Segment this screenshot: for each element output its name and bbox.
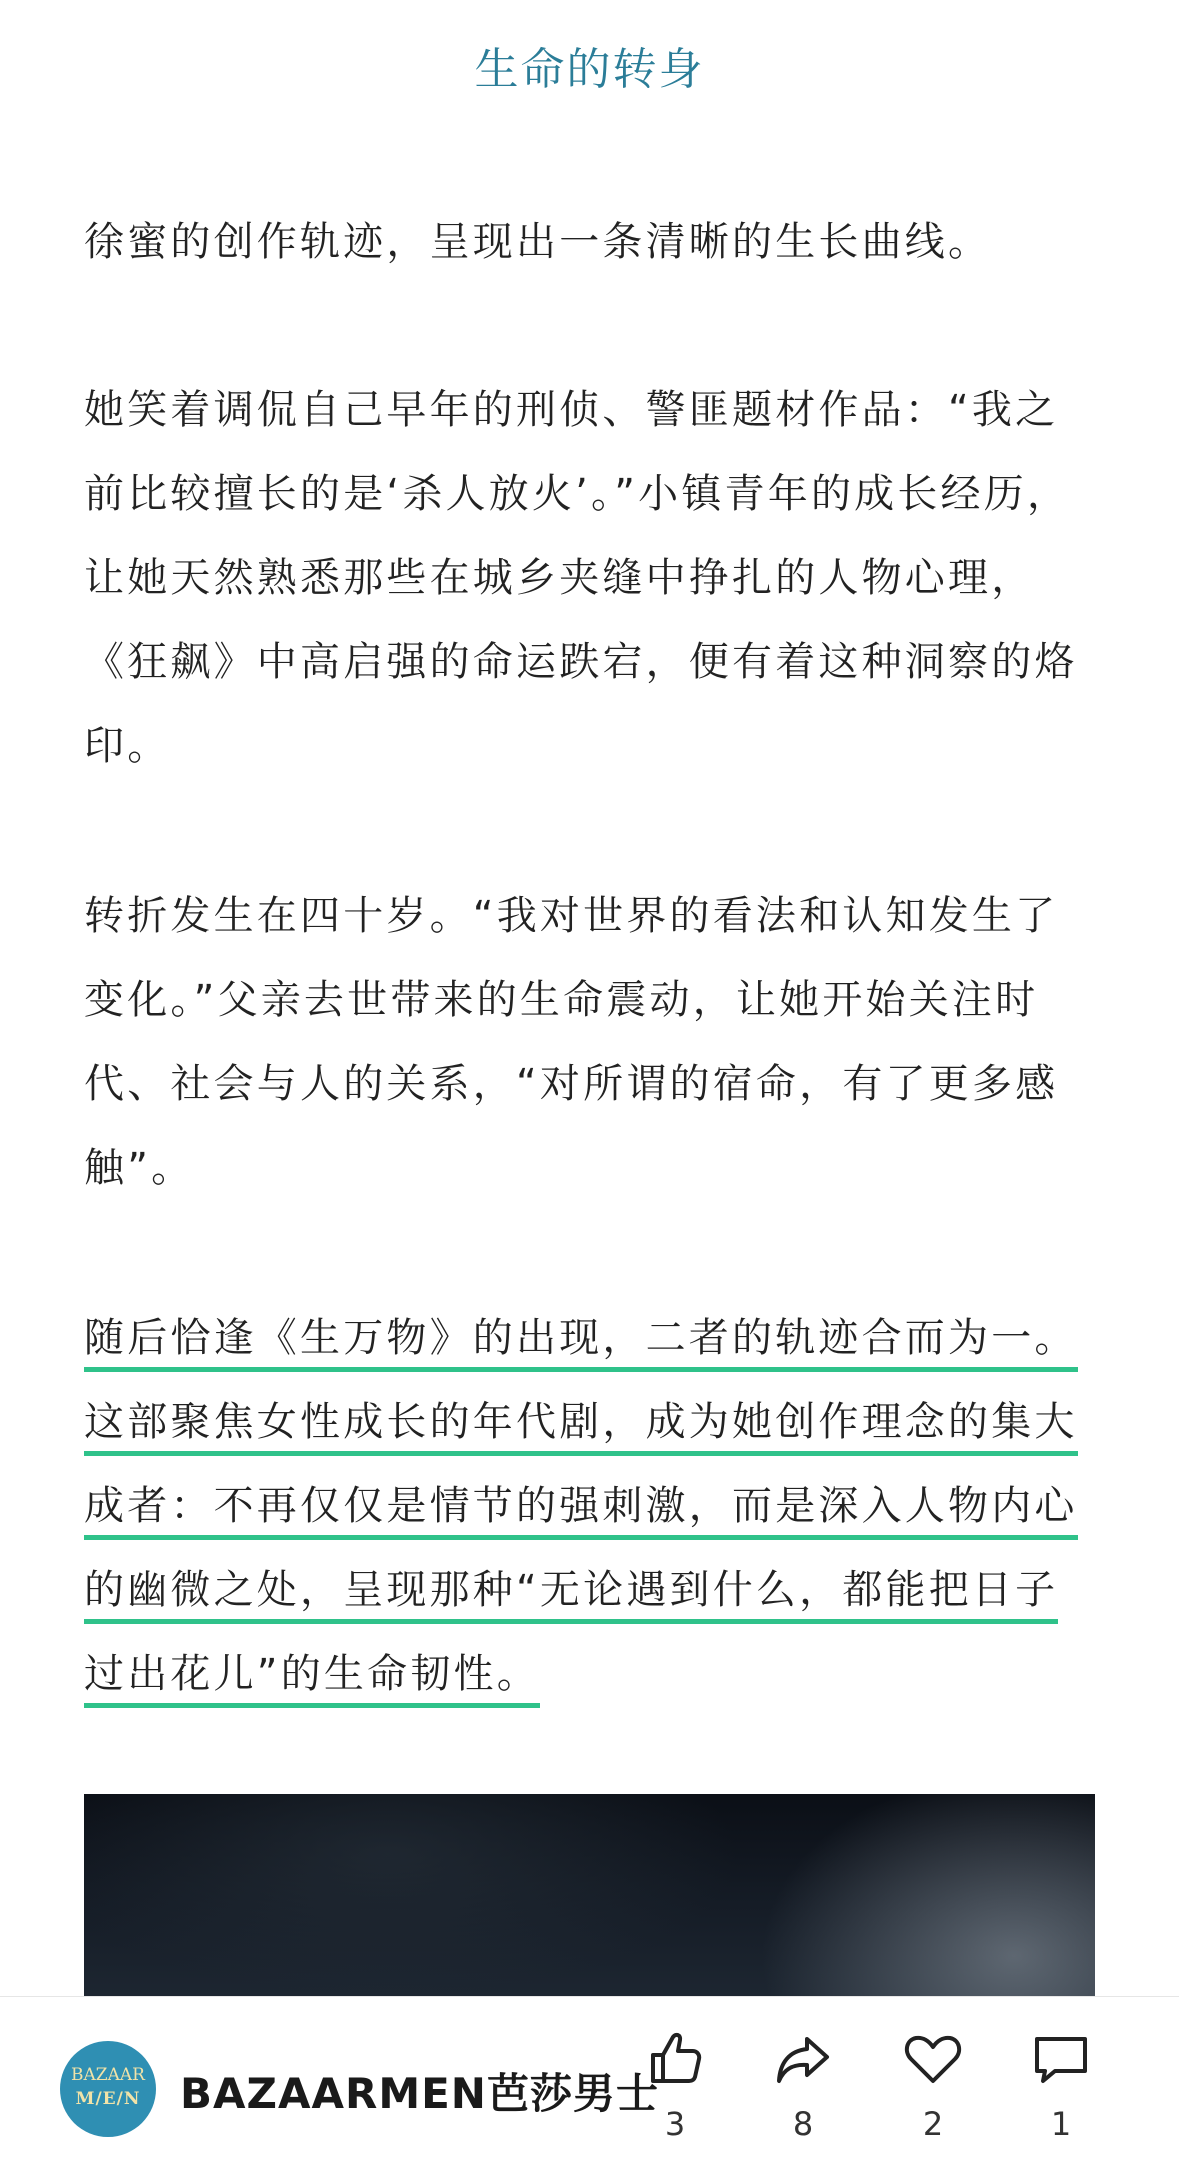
share-button[interactable]: [758, 2027, 848, 2152]
like-button[interactable]: [630, 2027, 720, 2152]
paragraph-1: 徐蜜的创作轨迹，呈现出一条清晰的生长曲线。: [84, 219, 992, 265]
comment-count: 1: [1050, 2105, 1072, 2143]
highlighted-text: 随后恰逢《生万物》的出现，二者的轨迹合而为一。这部聚焦女性成长的年代剧，成为她创作理念的集大成者：不再仅仅是情节的强刺激，而是深入人物内心的幽微之处，呈现那种“无论遇到什么，都能把日子过出花儿”的生命韧性。: [84, 1315, 1078, 1708]
avatar-logo-line2: M/E/N: [75, 2089, 141, 2109]
paragraph-3: 转折发生在四十岁。“我对世界的看法和认知发生了变化。”父亲去世带来的生命震动，让她开始关注时代、社会与人的关系，“对所谓的宿命，有了更多感触”。: [84, 893, 1059, 1191]
bottom-action-bar: [0, 1996, 1179, 2162]
comment-button[interactable]: [1016, 2027, 1106, 2152]
favorite-count: 2: [922, 2105, 944, 2143]
share-icon: [771, 2027, 835, 2091]
paragraph-2: 她笑着调侃自己早年的刑侦、警匪题材作品：“我之前比较擅长的是‘杀人放火’。”小镇青年的成长经历，让她天然熟悉那些在城乡夹缝中挣扎的人物心理，《狂飙》中高启强的命运跌宕，便有着这种洞察的烙印。: [84, 387, 1078, 769]
favorite-button[interactable]: [888, 2027, 978, 2152]
account-avatar[interactable]: [60, 2041, 156, 2137]
thumbs-up-icon: [643, 2027, 707, 2091]
paragraph-4-highlighted: [84, 1296, 1095, 1716]
section-title: 生命的转身: [474, 44, 705, 95]
heart-icon: [901, 2027, 965, 2091]
avatar-logo-line1: BAZAAR: [71, 2065, 145, 2085]
account-name[interactable]: BAZAARMEN芭莎男士: [180, 2069, 659, 2118]
like-count: 3: [664, 2105, 686, 2143]
article-image: [84, 1794, 1095, 1996]
comment-icon: [1029, 2027, 1093, 2091]
share-count: 8: [792, 2105, 814, 2143]
